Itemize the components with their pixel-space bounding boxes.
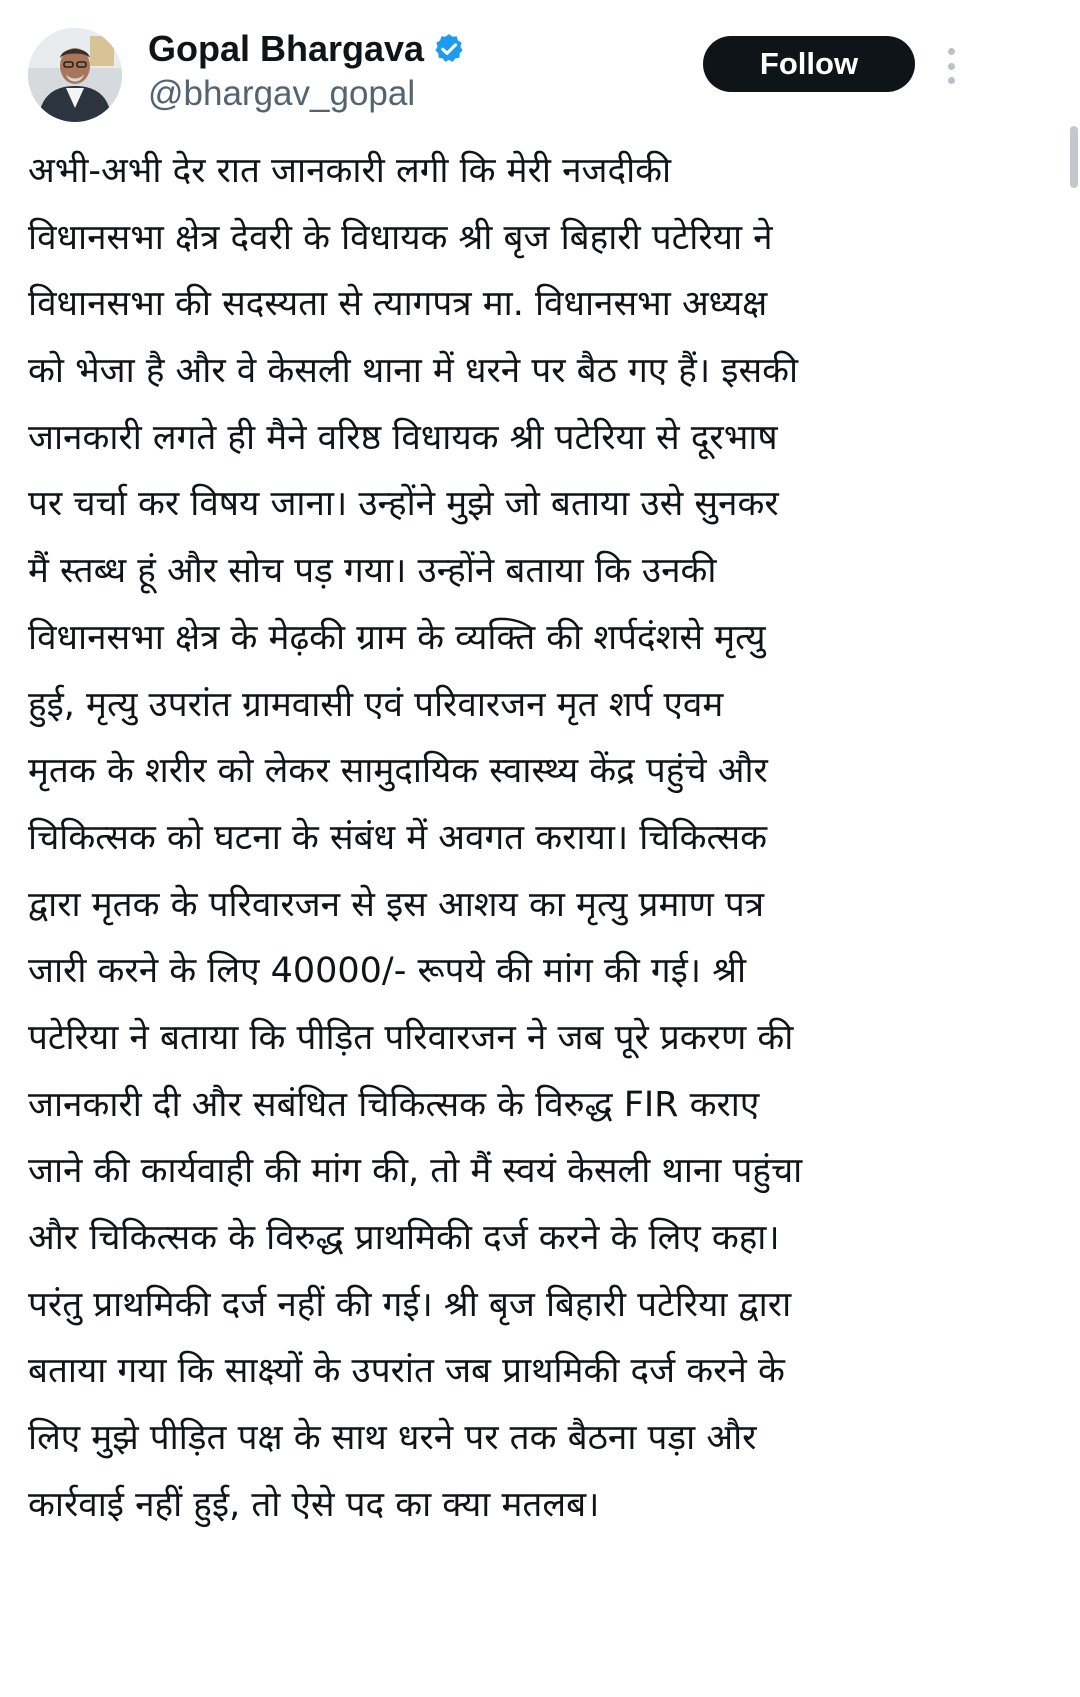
author-name-row: [148, 26, 466, 72]
scrollbar-thumb[interactable]: [1070, 126, 1078, 188]
tweet-text-line: बताया गया कि साक्ष्यों के उपरांत जब प्राथमिकी दर्ज करने के: [28, 1351, 785, 1392]
user-avatar-photo-icon: [28, 28, 122, 122]
avatar[interactable]: [28, 28, 122, 122]
tweet-text-line: और चिकित्सक के विरुद्ध प्राथमिकी दर्ज करने के लिए कहा।: [28, 1218, 780, 1258]
tweet-text: [28, 138, 1038, 1538]
tweet-text-line: को भेजा है और वे केसली थाना में धरने पर बैठ गए हैं। इसकी: [28, 351, 799, 392]
tweet-text-line: पर चर्चा कर विषय जाना। उन्होंने मुझे जो बताया उसे सुनकर: [28, 484, 779, 525]
tweet-text-line: चिकित्सक को घटना के संबंध में अवगत कराया। चिकित्सक: [28, 817, 768, 858]
tweet-text-line: अभी-अभी देर रात जानकारी लगी कि मेरी नजदीकी: [28, 151, 672, 191]
author-display-name[interactable]: Gopal Bhargava: [148, 28, 425, 69]
more-dot-icon: [948, 77, 955, 84]
tweet-text-line: जानकारी लगते ही मैने वरिष्ठ विधायक श्री पटेरिया से दूरभाष: [28, 417, 778, 458]
follow-button[interactable]: Follow: [703, 36, 915, 92]
tweet-text-line: जानकारी दी और सबंधित चिकित्सक के विरुद्ध FIR कराए: [28, 1084, 760, 1125]
tweet-text-line: पटेरिया ने बताया कि पीड़ित परिवारजन ने जब पूरे प्रकरण की: [28, 1017, 794, 1058]
tweet-text-line: मृतक के शरीर को लेकर सामुदायिक स्वास्थ्य केंद्र पहुंचे और: [28, 751, 768, 792]
more-dot-icon: [948, 48, 955, 55]
tweet-text-line: विधानसभा की सदस्यता से त्यागपत्र मा. विधानसभा अध्यक्ष: [28, 284, 768, 325]
tweet-text-line: विधानसभा क्षेत्र के मेढ़की ग्राम के व्यक्ति की शर्पदंशसे मृत्यु: [28, 617, 766, 658]
tweet-header: [0, 0, 1080, 130]
verified-badge-icon: [432, 32, 466, 66]
tweet-text-line: जाने की कार्यवाही की मांग की, तो मैं स्वयं केसली थाना पहुंचा: [28, 1151, 803, 1192]
more-options-button[interactable]: [936, 44, 966, 88]
tweet-text-line: द्वारा मृतक के परिवारजन से इस आशय का मृत्यु प्रमाण पत्र: [28, 884, 765, 925]
tweet-text-line: मैं स्तब्ध हूं और सोच पड़ गया। उन्होंने बताया कि उनकी: [28, 551, 717, 592]
vertical-scrollbar[interactable]: [1066, 0, 1080, 1697]
more-dot-icon: [948, 63, 955, 70]
tweet-text-line: परंतु प्राथमिकी दर्ज नहीं की गई। श्री बृज बिहारी पटेरिया द्वारा: [28, 1284, 792, 1325]
author-handle[interactable]: @bhargav_gopal: [148, 74, 416, 113]
tweet-text-line: जारी करने के लिए 40000/- रूपये की मांग की गई। श्री: [28, 951, 747, 992]
tweet-text-line: विधानसभा क्षेत्र देवरी के विधायक श्री बृज बिहारी पटेरिया ने: [28, 217, 773, 258]
tweet-text-line: हुई, मृत्यु उपरांत ग्रामवासी एवं परिवारजन मृत शर्प एवम: [28, 684, 724, 725]
tweet-text-line: लिए मुझे पीड़ित पक्ष के साथ धरने पर तक बैठना पड़ा और: [28, 1418, 757, 1459]
tweet-text-line: कार्रवाई नहीं हुई, तो ऐसे पद का क्या मतलब।: [28, 1484, 600, 1525]
